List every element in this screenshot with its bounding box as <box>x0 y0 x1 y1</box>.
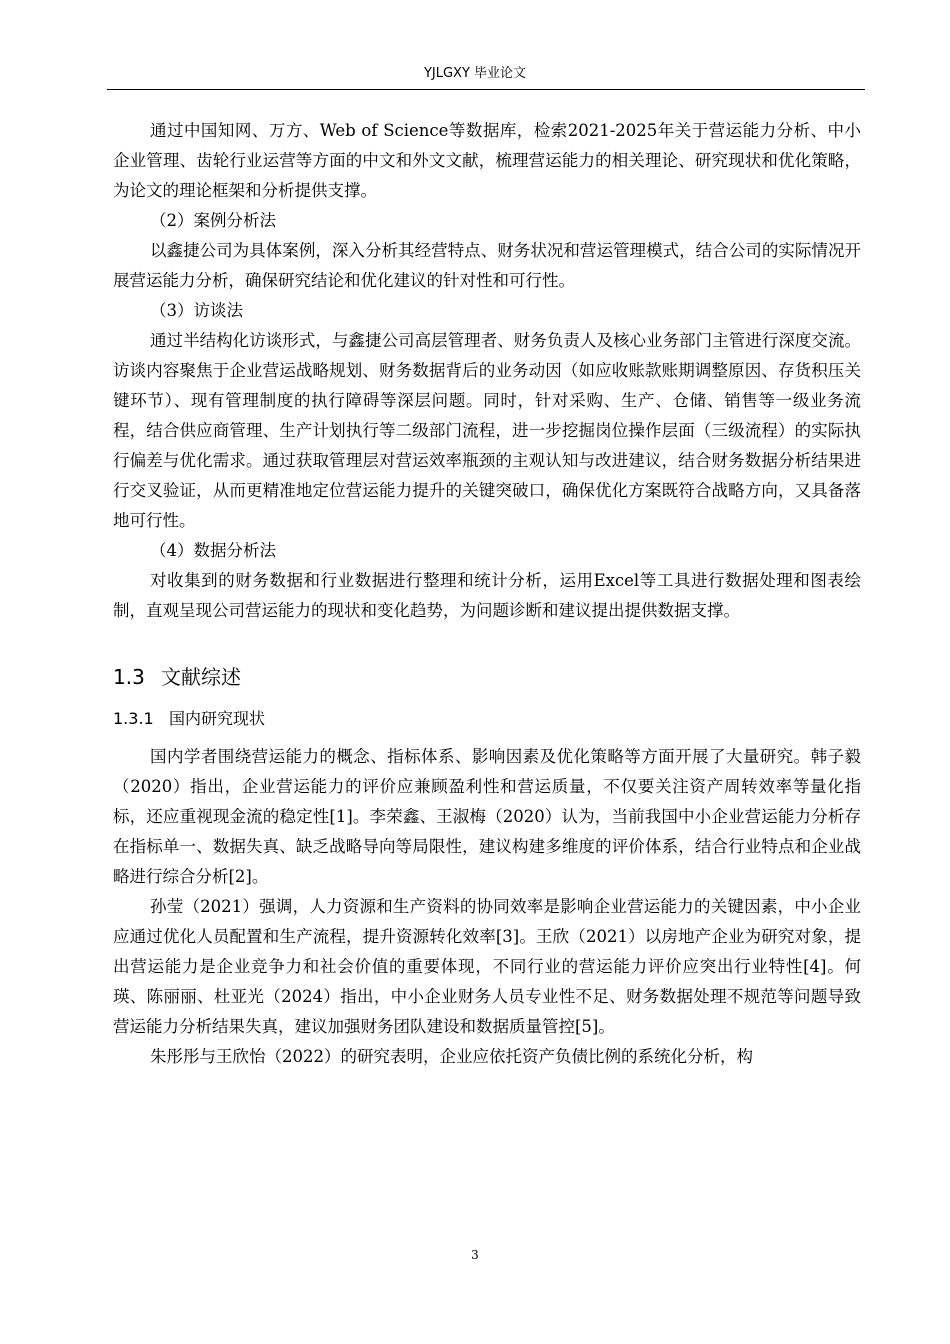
paragraph-review-1: 国内学者围绕营运能力的概念、指标体系、影响因素及优化策略等方面开展了大量研究。韩子毅（2020）指出，企业营运能力的评价应兼顾盈利性和营运质量，不仅要关注资产周转效率等量化指标，还应重视现金流的稳定性[1]。李荣鑫、王淑梅（2020）认为，当前我国中小企业营运能力分析存在指标单一、数据失真、缺乏战略导向等局限性，建议构建多维度的评价体系，结合行业特点和企业战略进行综合分析[2]。 <box>113 747 861 886</box>
paragraph-case-method: 以鑫捷公司为具体案例，深入分析其经营特点、财务状况和营运管理模式，结合公司的实际情况开展营运能力分析，确保研究结论和优化建议的针对性和可行性。 <box>113 241 861 290</box>
body-text <box>113 116 861 1072</box>
subsection-heading <box>113 704 861 734</box>
subsection-number: 1.3.1 <box>113 709 154 728</box>
method-heading-interview: （3）访谈法 <box>150 301 243 320</box>
paragraph-review-2: 孙莹（2021）强调，人力资源和生产资料的协同效率是影响企业营运能力的关键因素，中小企业应通过优化人员配置和生产流程，提升资源转化效率[3]。王欣（2021）以房地产企业为研究对象，提出营运能力是企业竞争力和社会价值的重要体现，不同行业的营运能力评价应突出行业特性[4]。何瑛、陈丽丽、杜亚光（2024）指出，中小企业财务人员专业性不足、财务数据处理不规范等问题导致营运能力分析结果失真，建议加强财务团队建设和数据质量管控[5]。 <box>113 897 861 1036</box>
header-rule <box>107 89 865 90</box>
paragraph-data-analysis-method: 对收集到的财务数据和行业数据进行整理和统计分析，运用Excel等工具进行数据处理和图表绘制，直观呈现公司营运能力的现状和变化趋势，为问题诊断和建议提出提供数据支撑。 <box>113 571 861 620</box>
method-heading-data-analysis: （4）数据分析法 <box>150 541 276 560</box>
subsection-title: 国内研究现状 <box>169 709 266 728</box>
section-number: 1.3 <box>113 665 145 689</box>
page-number: 3 <box>471 1248 479 1262</box>
section-heading <box>113 662 861 692</box>
section-title: 文献综述 <box>161 665 241 689</box>
paragraph-interview-method: 通过半结构化访谈形式，与鑫捷公司高层管理者、财务负责人及核心业务部门主管进行深度交流。访谈内容聚焦于企业营运战略规划、财务数据背后的业务动因（如应收账款账期调整原因、存货积压关键环节）、现有管理制度的执行障碍等深层问题。同时，针对采购、生产、仓储、销售等一级业务流程，结合供应商管理、生产计划执行等二级部门流程，进一步挖掘岗位操作层面（三级流程）的实际执行偏差与优化需求。通过获取管理层对营运效率瓶颈的主观认知与改进建议，结合财务数据分析结果进行交叉验证，从而更精准地定位营运能力提升的关键突破口，确保优化方案既符合战略方向，又具备落地可行性。 <box>113 331 861 530</box>
paragraph-review-3: 朱彤彤与王欣怡（2022）的研究表明，企业应依托资产负债比例的系统化分析，构 <box>150 1047 753 1066</box>
method-heading-case: （2）案例分析法 <box>150 211 276 230</box>
paragraph-literature-method: 通过中国知网、万方、Web of Science等数据库，检索2021-2025年关于营运能力分析、中小企业管理、齿轮行业运营等方面的中文和外文文献，梳理营运能力的相关理论、研究现状和优化策略，为论文的理论框架和分析提供支撑。 <box>113 121 861 200</box>
running-header: YJLGXY 毕业论文 <box>423 66 527 81</box>
